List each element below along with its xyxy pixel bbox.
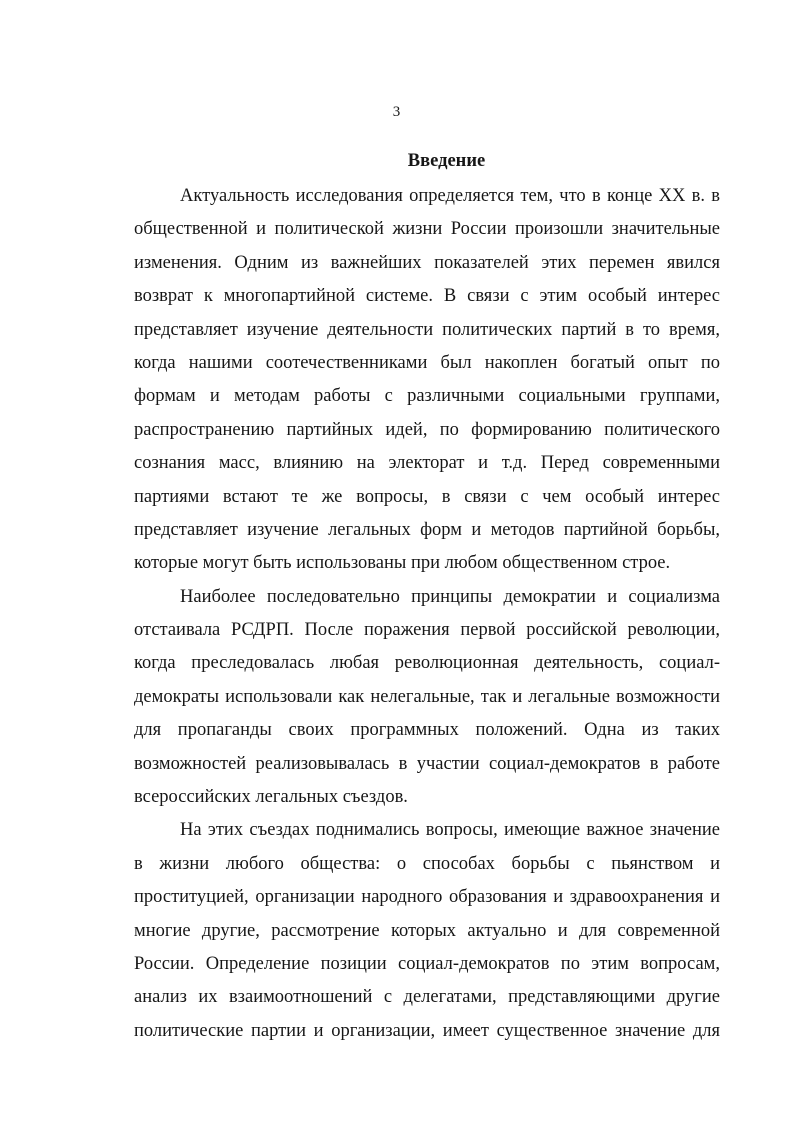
text-line: когда нашими соотечественниками был накоплен богатый опыт по — [134, 352, 720, 373]
text-line: На этих съездах поднимались вопросы, имеющие важное значение — [180, 820, 720, 841]
text-line: анализ их взаимоотношений с делегатами, представляющими другие — [134, 987, 720, 1008]
text-line: демократы использовали как нелегальные, так и легальные возможности — [134, 686, 720, 707]
text-line: всероссийских легальных съездов. — [134, 787, 408, 808]
text-line: изменения. Одним из важнейших показателей этих перемен явился — [134, 252, 720, 273]
page-number: 3 — [392, 104, 401, 120]
text-line: Актуальность исследования определяется тем, что в конце XX в. в — [180, 186, 720, 206]
text-line: многие другие, рассмотрение которых актуально и для современной — [134, 920, 720, 941]
section-heading: Введение — [407, 151, 486, 171]
text-line: для пропаганды своих программных положений. Одна из таких — [134, 720, 720, 741]
text-line: представляет изучение деятельности политических партий в то время, — [134, 319, 720, 340]
body-text — [134, 180, 720, 1048]
text-line: проституцией, организации народного образования и здравоохранения и — [134, 887, 720, 908]
paragraph — [134, 814, 720, 1048]
text-line: представляет изучение легальных форм и методов партийной борьбы, — [134, 519, 720, 540]
paragraph — [134, 581, 720, 815]
text-line: в жизни любого общества: о способах борьбы с пьянством и — [134, 853, 720, 874]
text-line: возврат к многопартийной системе. В связи с этим особый интерес — [134, 286, 720, 307]
text-line: партиями встают те же вопросы, в связи с чем особый интерес — [134, 486, 720, 507]
text-line: распространению партийных идей, по формированию политического — [134, 419, 720, 440]
text-line: России. Определение позиции социал-демократов по этим вопросам, — [134, 953, 720, 974]
text-line: которые могут быть использованы при любом общественном строе. — [134, 553, 671, 574]
text-line: Наиболее последовательно принципы демократии и социализма — [180, 586, 720, 607]
paragraph — [134, 180, 720, 581]
text-line: политические партии и организации, имеет существенное значение для — [134, 1020, 720, 1041]
text-line: возможностей реализовывалась в участии социал-демократов в работе — [134, 753, 720, 774]
text-line: отстаивала РСДРП. После поражения первой российской революции, — [134, 620, 720, 641]
text-line: общественной и политической жизни России произошли значительные — [134, 219, 720, 240]
text-line: сознания масс, влиянию на электорат и т.д. Перед современными — [134, 453, 720, 474]
text-line: когда преследовалась любая революционная деятельность, социал- — [134, 653, 720, 674]
text-line: формам и методам работы с различными социальными группами, — [134, 386, 720, 407]
